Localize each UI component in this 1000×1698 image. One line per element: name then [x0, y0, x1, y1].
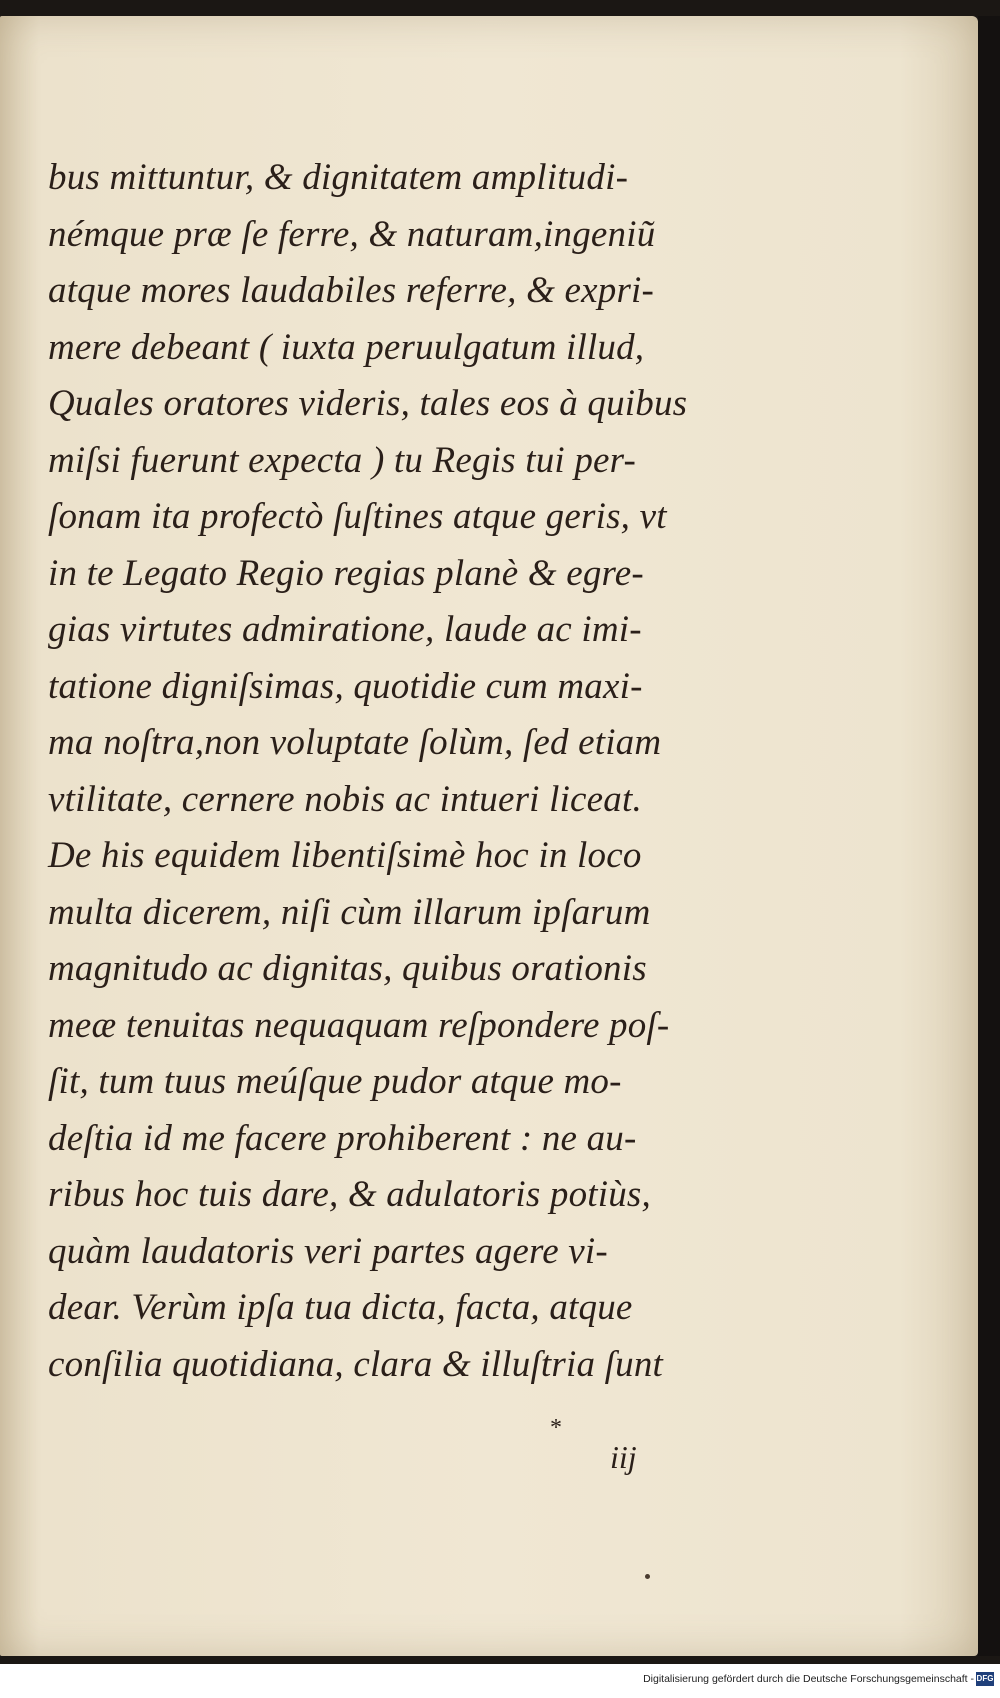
footer-bar: [0, 1664, 1000, 1698]
signature-number: iij: [610, 1439, 637, 1475]
text-line: meæ tenuitas nequaquam reſpondere poſ-: [48, 1004, 670, 1046]
text-line: multa dicerem, niſi cùm illarum ipſarum: [48, 891, 651, 933]
text-line: miſsi fuerunt expecta ) tu Regis tui per-: [48, 439, 637, 481]
text-line: De his equidem libentiſsimè hoc in loco: [48, 835, 642, 876]
ink-speck: [645, 1574, 650, 1579]
text-line: gias virtutes admiratione, laude ac imi-: [48, 609, 642, 650]
text-line: ma noſtra,non voluptate ſolùm, ſed etiam: [48, 722, 662, 763]
text-line: vtilitate, cernere nobis ac intueri liceat.: [48, 778, 642, 820]
dfg-logo: DFG: [976, 1672, 994, 1686]
text-line: magnitudo ac dignitas, quibus orationis: [48, 948, 647, 989]
page-edge-shadow: [978, 16, 1000, 1656]
text-line: dear. Verùm ipſa tua dicta, facta, atque: [48, 1287, 633, 1328]
text-line: conſilia quotidiana, clara & illuſtria ſunt: [48, 1343, 663, 1385]
text-line: deſtia id me facere prohiberent : ne au-: [48, 1117, 637, 1159]
text-line: Quales oratores videris, tales eos à quibus: [48, 383, 688, 424]
text-line: tatione digniſsimas, quotidie cum maxi-: [48, 665, 643, 707]
text-line: atque mores laudabiles referre, & expri-: [48, 270, 655, 311]
asterisk-mark: *: [550, 1415, 562, 1441]
text-line: ribus hoc tuis dare, & adulatoris potiùs,: [48, 1174, 651, 1215]
text-line: in te Legato Regio regias planè & egre-: [48, 552, 644, 594]
page-text: [48, 150, 748, 1393]
text-line: quàm laudatoris veri partes agere vi-: [48, 1230, 608, 1272]
text-line: bus mittuntur, & dignitatem amplitudi-: [48, 157, 629, 198]
footer-credit: Digitalisierung gefördert durch die Deutsche Forschungsgemeinschaft -: [643, 1673, 974, 1685]
text-line: mere debeant ( iuxta peruulgatum illud,: [48, 326, 645, 368]
text-line: némque præ ſe ferre, & naturam,ingeniũ: [48, 213, 656, 255]
text-line: ſit, tum tuus meúſque pudor atque mo-: [48, 1061, 622, 1102]
text-line: ſonam ita profectò ſuſtines atque geris, vt: [48, 496, 667, 537]
